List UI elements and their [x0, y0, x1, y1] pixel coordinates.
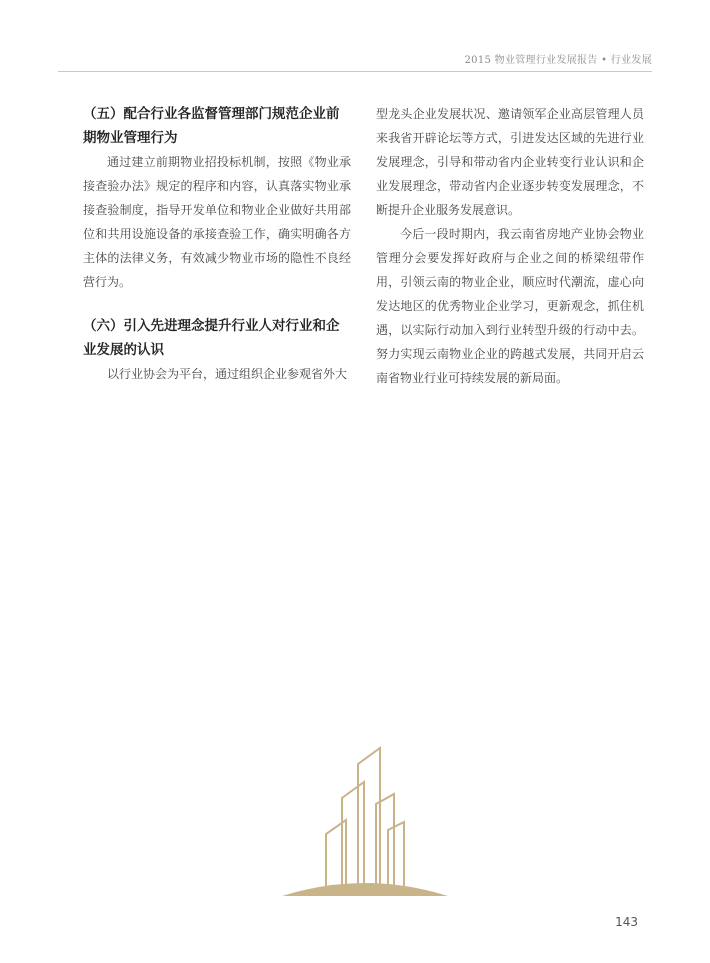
section-5-heading: （五）配合行业各监督管理部门规范企业前期物业管理行为 — [83, 106, 340, 146]
page-number: 143 — [615, 915, 638, 929]
section-5-body: 通过建立前期物业招投标机制，按照《物业承接查验办法》规定的程序和内容，认真落实物业承接查验制度，指导开发单位和物业企业做好共用部位和共用设施设备的承接查验工作，确实明确各方主体的法律义务，有效减少物业市场的隐性不良经营行为。 — [83, 155, 351, 289]
section-6-heading: （六）引入先进理念提升行业人对行业和企业发展的认识 — [83, 318, 340, 358]
section-spacer — [83, 294, 351, 314]
right-column — [376, 102, 644, 390]
section-6-continuation: 型龙头企业发展状况、邀请领军企业高层管理人员来我省开辟论坛等方式，引进发达区域的先进行业发展理念，引导和带动省内企业转变行业认识和企业发展理念，带动省内企业逐步转变发展理念，不断提升企业服务发展意识。 — [376, 107, 644, 217]
section-6-body: 以行业协会为平台，通过组织企业参观省外大 — [107, 367, 348, 381]
running-header: 2015 物业管理行业发展报告 • 行业发展 — [464, 55, 652, 66]
left-column — [83, 102, 351, 386]
closing-paragraph: 今后一段时期内，我云南省房地产业协会物业管理分会要发挥好政府与企业之间的桥梁纽带作用，引领云南的物业企业，顺应时代潮流，虚心向发达地区的优秀物业企业学习，更新观念，抓住机遇，以实际行动加入到行业转型升级的行动中去。努力实现云南物业企业的跨越式发展，共同开启云南省物业行业可持续发展的新局面。 — [376, 227, 644, 385]
building-skyline-icon — [280, 742, 450, 898]
header-divider — [58, 71, 652, 72]
